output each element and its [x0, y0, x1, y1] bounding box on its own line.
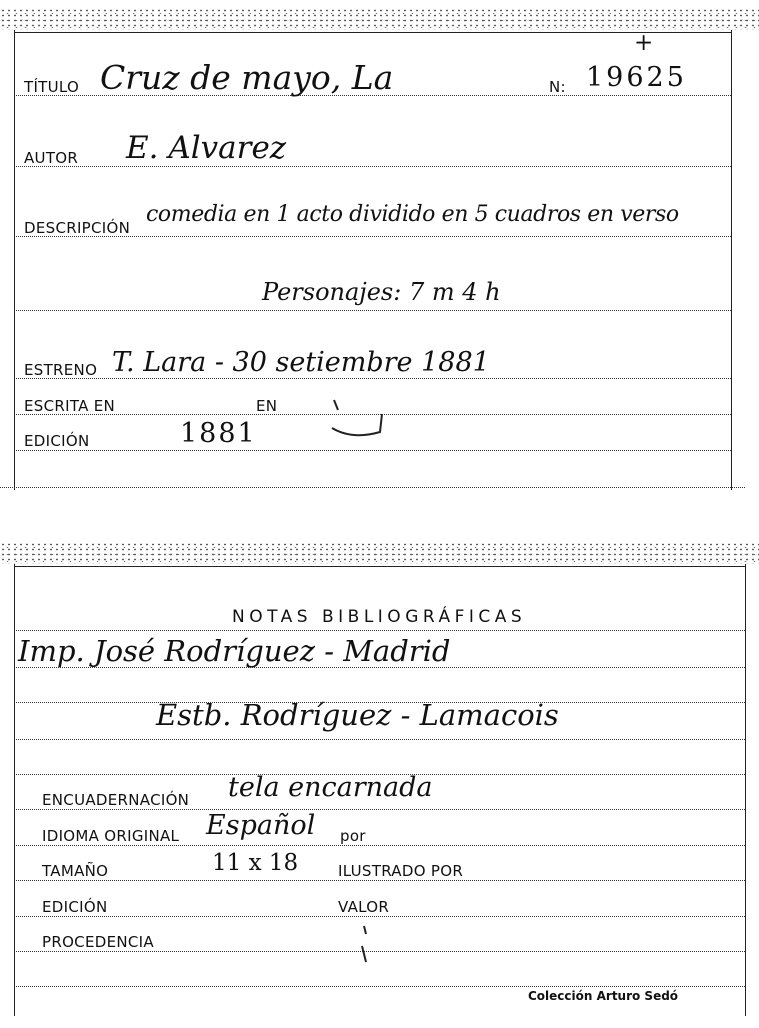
- rule-line: [14, 310, 731, 311]
- rule-line: [14, 986, 745, 987]
- titulo-label: TÍTULO: [24, 78, 80, 96]
- ink-mark-icon: [356, 918, 386, 968]
- autor-label: AUTOR: [24, 149, 79, 167]
- rule-line: [14, 450, 731, 451]
- notas-heading: NOTAS BIBLIOGRÁFICAS: [232, 607, 527, 627]
- catalog-card-back: [0, 540, 759, 1010]
- catalog-card-front: [0, 0, 759, 495]
- rule-line: [14, 630, 745, 631]
- autor-value: E. Alvarez: [126, 130, 287, 166]
- descripcion-value: comedia en 1 acto dividido en 5 cuadros en verso: [146, 202, 679, 227]
- card-bottom-border: [0, 487, 745, 488]
- rule-line: [14, 378, 731, 379]
- card-top-border: [14, 32, 731, 33]
- ink-blot-icon: [322, 388, 392, 446]
- rule-line: [14, 845, 745, 846]
- tamano-label: TAMAÑO: [42, 862, 109, 880]
- card-right-border: [731, 30, 732, 490]
- edicion-value: 1881: [180, 418, 257, 449]
- personajes-value: Personajes: 7 m 4 h: [262, 278, 501, 306]
- estreno-value: T. Lara - 30 setiembre 1881: [112, 347, 490, 378]
- card-right-border: [745, 564, 746, 1016]
- edicion-label: EDICIÓN: [42, 898, 108, 916]
- en-label: EN: [256, 397, 278, 415]
- torn-edge-top: [0, 8, 759, 30]
- titulo-value: Cruz de mayo, La: [100, 58, 394, 97]
- plus-mark-icon: +: [634, 30, 654, 56]
- tamano-value: 11 x 18: [212, 850, 299, 876]
- note-line-1: Imp. José Rodríguez - Madrid: [18, 634, 451, 668]
- rule-line: [14, 916, 745, 917]
- card-left-border: [14, 564, 15, 1016]
- encuadernacion-value: tela encarnada: [228, 772, 433, 803]
- card-top-border: [14, 566, 745, 567]
- note-line-2: Estb. Rodríguez - Lamacois: [156, 698, 559, 732]
- descripcion-label: DESCRIPCIÓN: [24, 219, 131, 237]
- rule-line: [14, 739, 745, 740]
- idioma-original-value: Español: [206, 810, 316, 841]
- valor-label: VALOR: [338, 898, 390, 916]
- procedencia-label: PROCEDENCIA: [42, 933, 154, 951]
- idioma-original-label: IDIOMA ORIGINAL: [42, 827, 180, 845]
- torn-edge-top: [0, 542, 759, 564]
- numero-label: N:: [549, 78, 566, 96]
- por-label: por: [340, 827, 366, 845]
- rule-line: [14, 809, 745, 810]
- encuadernacion-label: ENCUADERNACIÓN: [42, 791, 190, 809]
- rule-line: [14, 166, 731, 167]
- numero-value: 19625: [586, 62, 687, 93]
- card-left-border: [14, 30, 15, 490]
- estreno-label: ESTRENO: [24, 361, 98, 379]
- escrita-en-label: ESCRITA EN: [24, 397, 116, 415]
- ilustrado-por-label: ILUSTRADO POR: [338, 862, 464, 880]
- rule-line: [14, 880, 745, 881]
- edicion-label: EDICIÓN: [24, 432, 90, 450]
- collection-footer: Colección Arturo Sedó: [528, 989, 679, 1003]
